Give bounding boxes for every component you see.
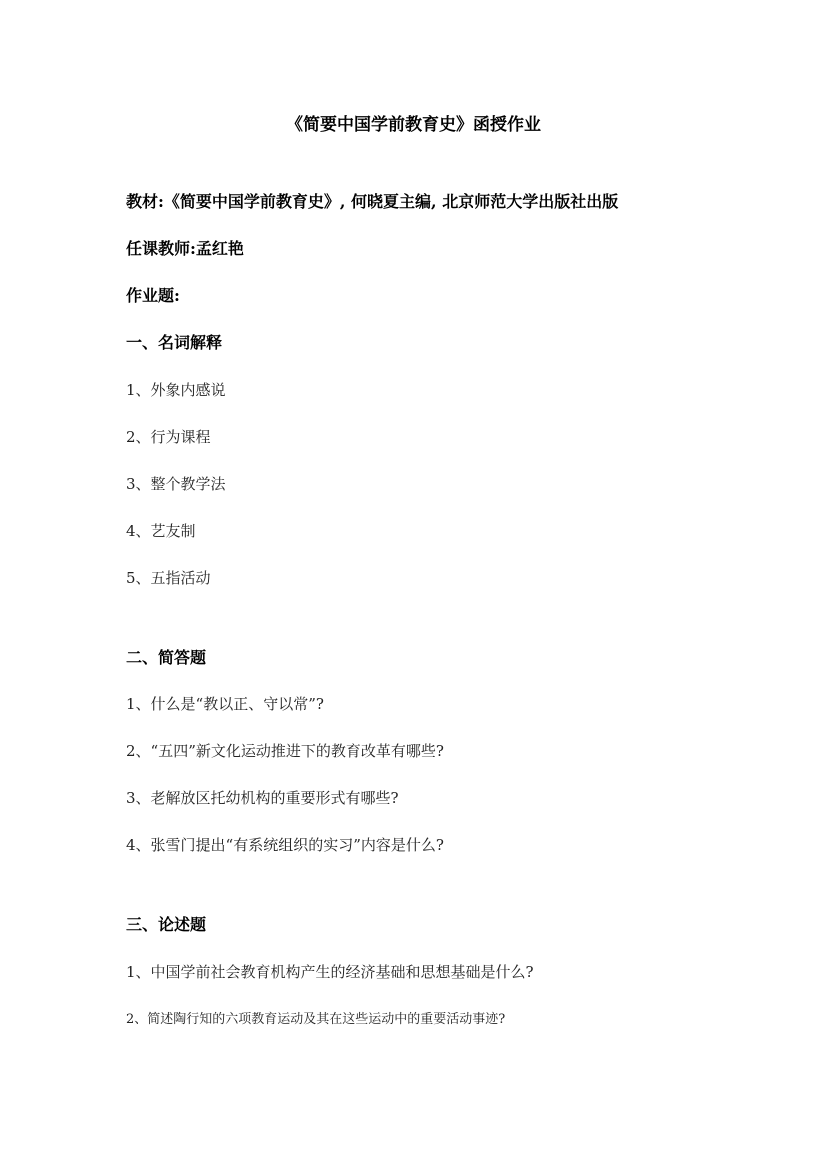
list-item: 2、简述陶行知的六项教育运动及其在这些运动中的重要活动事迹? bbox=[126, 1012, 506, 1027]
list-item: 1、中国学前社会教育机构产生的经济基础和思想基础是什么? bbox=[126, 963, 534, 981]
list-item: 5、五指活动 bbox=[126, 569, 211, 587]
list-item: 1、什么是“教以正、守以常”? bbox=[126, 695, 324, 713]
list-item: 2、行为课程 bbox=[126, 428, 211, 446]
textbook-info: 教材:《简要中国学前教育史》, 何晓夏主编, 北京师范大学出版社出版 bbox=[126, 192, 619, 211]
section-heading: 三、论述题 bbox=[126, 915, 207, 934]
list-item: 3、整个教学法 bbox=[126, 475, 226, 493]
list-item: 3、老解放区托幼机构的重要形式有哪些? bbox=[126, 789, 399, 807]
teacher-info: 任课教师:孟红艳 bbox=[126, 239, 244, 258]
section-heading: 一、名词解释 bbox=[126, 333, 223, 352]
section-heading: 二、简答题 bbox=[126, 648, 207, 667]
list-item: 2、“五四”新文化运动推进下的教育改革有哪些? bbox=[126, 742, 444, 760]
homework-label: 作业题: bbox=[126, 286, 180, 305]
document-title: 《简要中国学前教育史》函授作业 bbox=[286, 115, 541, 135]
list-item: 1、外象内感说 bbox=[126, 381, 226, 399]
list-item: 4、张雪门提出“有系统组织的实习”内容是什么? bbox=[126, 836, 444, 854]
list-item: 4、艺友制 bbox=[126, 522, 196, 540]
